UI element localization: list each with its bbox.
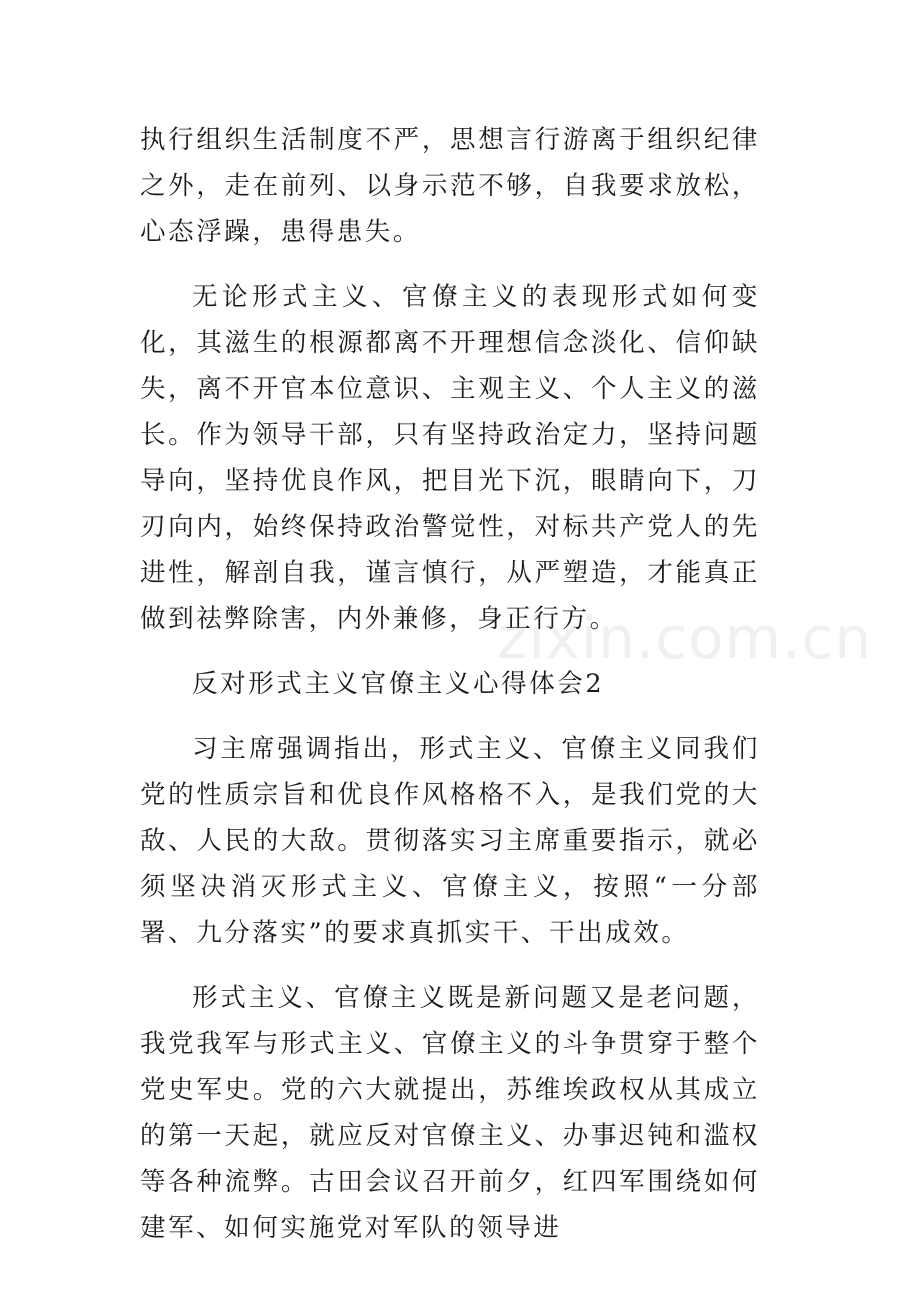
section-heading: 反对形式主义官僚主义心得体会2 [192, 669, 605, 699]
document-body [140, 117, 760, 1270]
paragraph-chairman-instruction: 习主席强调指出，形式主义、官僚主义同我们党的性质宗旨和优良作风格格不入，是我们党的大敌、人民的大敌。贯彻落实习主席重要指示，就必须坚决消灭形式主义、官僚主义，按照“一分部署、九分落实”的要求真抓实干、干出成效。 [140, 734, 760, 948]
paragraph-history: 形式主义、官僚主义既是新问题又是老问题，我党我军与形式主义、官僚主义的斗争贯穿于整个党史军史。党的六大就提出，苏维埃政权从其成立的第一天起，就应反对官僚主义、办事迟钝和滥权等各种流弊。古田会议召开前夕，红四军围绕如何建军、如何实施党对军队的领导进 [140, 983, 760, 1243]
paragraph-root-causes: 无论形式主义、官僚主义的表现形式如何变化，其滋生的根源都离不开理想信念淡化、信仰缺失，离不开官本位意识、主观主义、个人主义的滋长。作为领导干部，只有坚持政治定力，坚持问题导向，坚持优良作风，把目光下沉，眼睛向下，刀刃向内，始终保持政治警觉性，对标共产党人的先进性，解剖自我，谨言慎行，从严塑造，才能真正做到祛弊除害，内外兼修，身正行方。 [140, 282, 760, 634]
paragraph-continuation: 执行组织生活制度不严，思想言行游离于组织纪律之外，走在前列、以身示范不够，自我要求放松，心态浮躁，患得患失。 [140, 125, 760, 247]
watermark: zixin.com.cn [497, 604, 873, 672]
